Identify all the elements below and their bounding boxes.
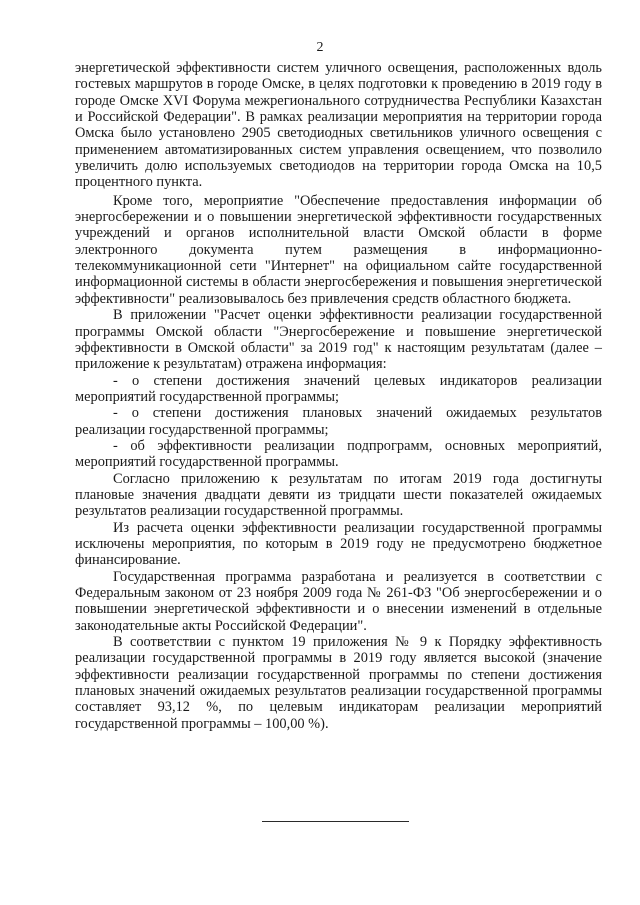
document-body [75, 60, 602, 732]
list-item-target-indicators: - о степени достижения значений целевых индикаторов реализации мероприятий государственной программы; [75, 372, 602, 405]
paragraph-appendix-description: В приложении "Расчет оценки эффективности реализации государственной программы Омской области "Энергосбережение и повышение энергетической эффективности в Омской области" за 2019 год" к настоящим результатам (далее – приложение к результатам) отражена информация: [75, 307, 602, 373]
paragraph-excluded-measures: Из расчета оценки эффективности реализации государственной программы исключены мероприятия, по которым в 2019 году не предусмотрено бюджетное финансирование. [75, 519, 602, 569]
list-item-expected-results: - о степени достижения плановых значений ожидаемых результатов реализации государственной программы; [75, 405, 602, 438]
paragraph-street-lighting: энергетической эффективности систем уличного освещения, расположенных вдоль гостевых маршрутов в городе Омске, в целях подготовки к проведению в 2019 году в городе Омске XVI Форума межрегионального сотрудничества Республики Казахстан и Российской Федерации". В рамках реализации мероприятия на территории города Омска было установлено 2905 светодиодных светильников уличного освещения с применением автоматизированных систем управления освещением, что позволило увеличить долю используемых светодиодов на территории города Омска на 10,5 процентного пункта. [75, 60, 602, 191]
page-number: 2 [316, 40, 324, 55]
paragraph-federal-law: Государственная программа разработана и реализуется в соответствии с Федеральным законом от 23 ноября 2009 года № 261-ФЗ "Об энергосбережении и о повышении энергетической эффективности и о внесении изменений в отдельные законодательные акты Российской Федерации". [75, 568, 602, 634]
list-item-subprogram-efficiency: - об эффективности реализации подпрограмм, основных мероприятий, мероприятий государственной программы. [75, 437, 602, 471]
paragraph-information-provision: Кроме того, мероприятие "Обеспечение предоставления информации об энергосбережении и о повышении энергетической эффективности государственных учреждений и органов исполнительной власти Омской области в форме электронного документа путем размещения в информационно-телекоммуникационной сети "Интернет" на официальном сайте государственной информационной системы в области энергосбережения и повышения энергетической эффективности" реализовывалось без привлечения средств областного бюджета. [75, 192, 602, 307]
end-of-document-rule [262, 821, 409, 822]
paragraph-results-achieved: Согласно приложению к результатам по итогам 2019 года достигнуты плановые значения двадцати девяти из тридцати шести показателей ожидаемых результатов реализации государственной программы. [75, 470, 602, 520]
paragraph-efficiency-conclusion: В соответствии с пунктом 19 приложения № 9 к Порядку эффективность реализации государственной программы в 2019 году является высокой (значение эффективности реализации государственной программы по степени достижения плановых значений ожидаемых результатов реализации государственной программы составляет 93,12 %, по целевым индикаторам реализации мероприятий государственной программы – 100,00 %). [75, 634, 602, 732]
